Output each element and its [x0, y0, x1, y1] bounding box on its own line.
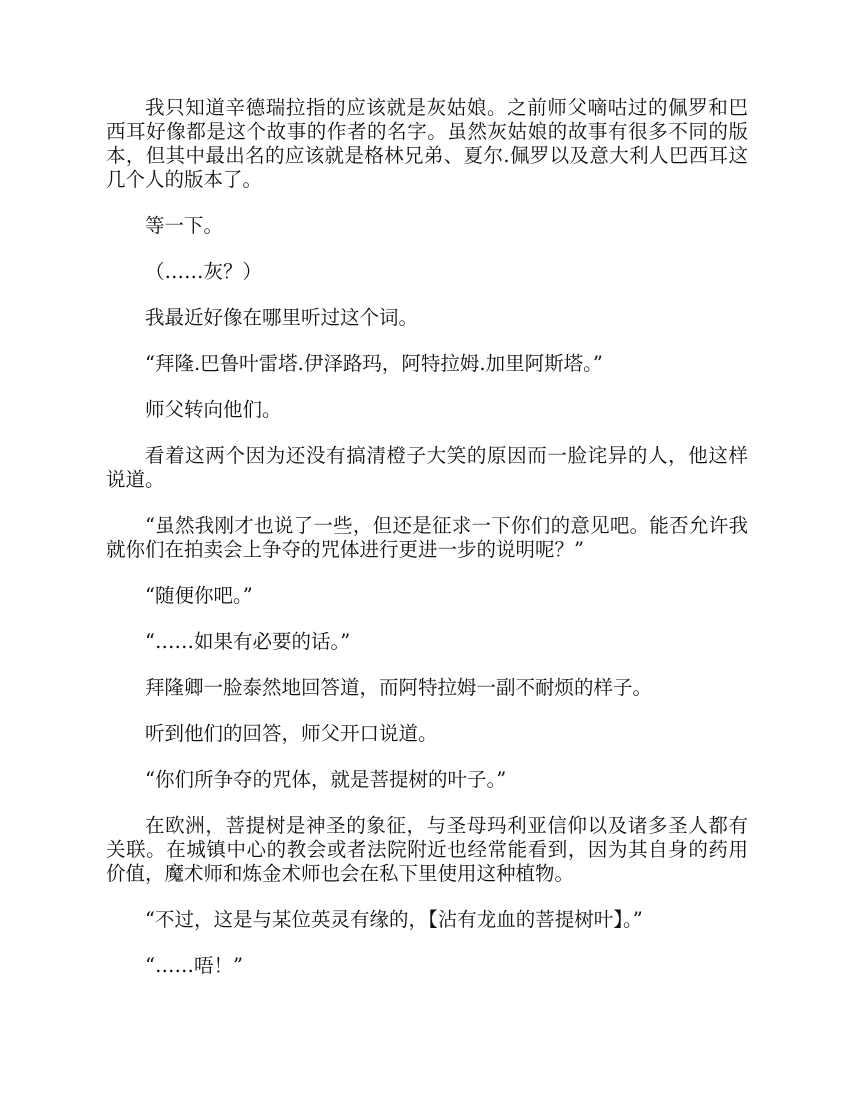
paragraph: 拜隆卿一脸泰然地回答道，而阿特拉姆一副不耐烦的样子。: [145, 676, 653, 699]
paragraph: 我只知道辛德瑞拉指的应该就是灰姑娘。之前师父嘀咕过的佩罗和巴西耳好像都是这个故事的作者的名字。虽然灰姑娘的故事有很多不同的版本，但其中最出名的应该就是格林兄弟、夏尔.佩罗以及意大利人巴西耳这几个人的版本了。: [106, 96, 748, 191]
paragraph: 师父转向他们。: [145, 398, 282, 421]
paragraph: （……灰？）: [145, 260, 263, 283]
document-body: [106, 96, 748, 1000]
paragraph: 等一下。: [145, 214, 224, 237]
paragraph: “不过，这是与某位英灵有缘的，【沾有龙血的菩提树叶】。”: [145, 908, 643, 931]
paragraph: “随便你吧。”: [145, 584, 253, 607]
paragraph: 看着这两个因为还没有搞清橙子大笑的原因而一脸诧异的人，他这样说道。: [106, 444, 748, 491]
paragraph: 在欧洲，菩提树是神圣的象征，与圣母玛利亚信仰以及诸多圣人都有关联。在城镇中心的教会或者法院附近也经常能看到，因为其自身的药用价值，魔术师和炼金术师也会在私下里使用这种植物。: [106, 814, 748, 885]
paragraph: “你们所争夺的咒体，就是菩提树的叶子。”: [145, 768, 507, 791]
paragraph: 听到他们的回答，师父开口说道。: [145, 722, 438, 745]
paragraph: “虽然我刚才也说了一些，但还是征求一下你们的意见吧。能否允许我就你们在拍卖会上争夺的咒体进行更进一步的说明呢？”: [106, 514, 748, 561]
paragraph: 我最近好像在哪里听过这个词。: [145, 306, 419, 329]
paragraph: “……唔！”: [145, 954, 243, 977]
paragraph: “……如果有必要的话。”: [145, 630, 351, 653]
paragraph: “拜隆.巴鲁叶雷塔.伊泽路玛，阿特拉姆.加里阿斯塔。”: [145, 352, 603, 375]
